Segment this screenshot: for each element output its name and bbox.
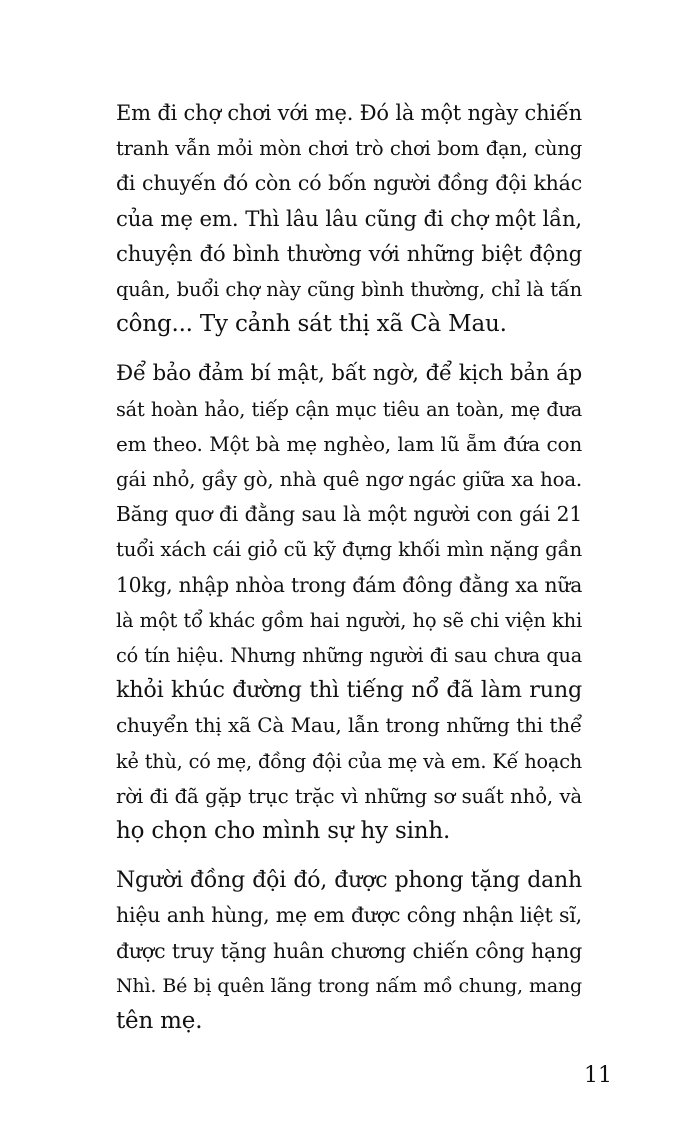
text-line: hiệu anh hùng, mẹ em được công nhận liệt sĩ,: [116, 903, 582, 928]
text-line: có tín hiệu. Nhưng những người đi sau chưa qua: [116, 644, 582, 668]
text-line: gái nhỏ, gầy gò, nhà quê ngơ ngác giữa xa hoa.: [116, 468, 582, 492]
text-line: sát hoàn hảo, tiếp cận mục tiêu an toàn, mẹ đưa: [116, 397, 582, 421]
text-line: Băng quơ đi đằng sau là một người con gái 21: [116, 502, 582, 527]
text-line: tranh vẫn mỏi mòn chơi trò chơi bom đạn, cùng: [116, 137, 582, 161]
text-line: chuyện đó bình thường với những biệt động: [116, 241, 582, 267]
text-line: rời đi đã gặp trục trặc vì những sơ suất nhỏ, và: [116, 784, 582, 808]
text-line: khỏi khúc đường thì tiếng nổ đã làm rung: [116, 677, 582, 704]
text-line: Em đi chợ chơi với mẹ. Đó là một ngày chiến: [116, 101, 582, 125]
text-line: 10kg, nhập nhòa trong đám đông đằng xa nữa: [116, 572, 583, 597]
text-line: tuổi xách cái giỏ cũ kỹ đựng khối mìn nặng gần: [116, 538, 582, 562]
text-line: Nhì. Bé bị quên lãng trong nấm mồ chung, mang: [116, 974, 582, 997]
text-line: của mẹ em. Thì lâu lâu cũng đi chợ một lần,: [116, 206, 582, 232]
text-line: em theo. Một bà mẹ nghèo, lam lũ ẵm đứa con: [116, 431, 582, 456]
text-line: quân, buổi chợ này cũng bình thường, chỉ là tấn: [116, 278, 582, 302]
text-line: chuyển thị xã Cà Mau, lẫn trong những thi thể: [116, 713, 582, 738]
body-text: [116, 96, 582, 1053]
page-number: 11: [584, 1063, 612, 1088]
text-line: được truy tặng huân chương chiến công hạng: [116, 938, 582, 963]
text-line: đi chuyến đó còn có bốn người đồng đội khác: [116, 171, 582, 196]
text-line: kẻ thù, có mẹ, đồng đội của mẹ và em. Kế hoạch: [116, 749, 582, 773]
text-line: Người đồng đội đó, được phong tặng danh: [116, 868, 582, 894]
text-line: Để bảo đảm bí mật, bất ngờ, để kịch bản áp: [116, 361, 582, 387]
paragraph-1: [116, 96, 582, 342]
text-line: là một tổ khác gồm hai người, họ sẽ chi viện khi: [116, 608, 582, 632]
paragraph-2: [116, 356, 582, 849]
paragraph-3: [116, 863, 582, 1039]
text-line: họ chọn cho mình sự hy sinh.: [116, 818, 451, 845]
text-line: công... Ty cảnh sát thị xã Cà Mau.: [116, 311, 507, 338]
text-line: tên mẹ.: [116, 1008, 203, 1035]
